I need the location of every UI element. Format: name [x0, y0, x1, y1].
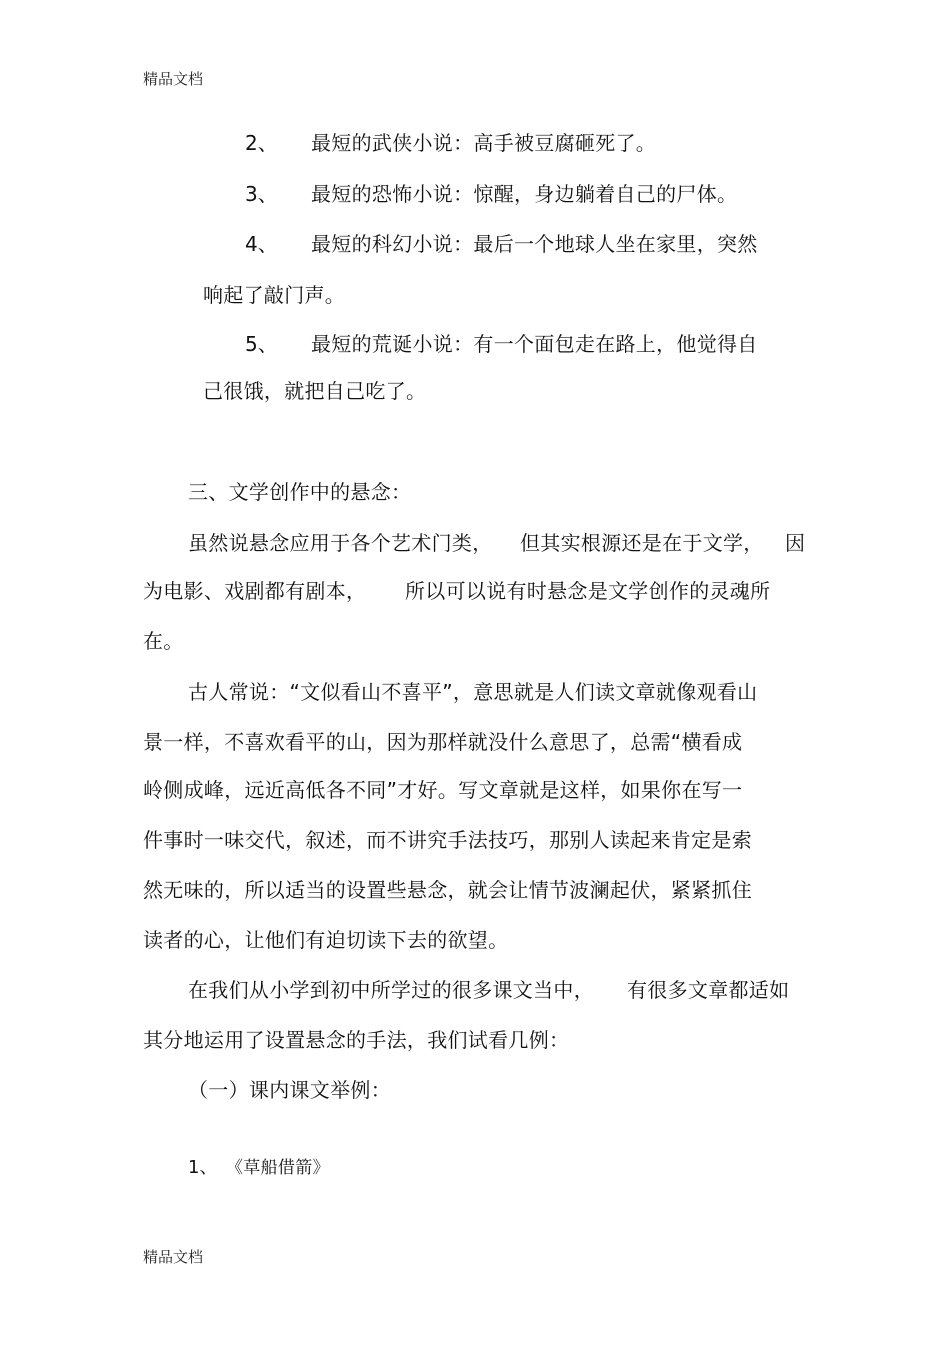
paragraph-line: 所以可以说有时悬念是文学创作的灵魂所	[405, 579, 771, 603]
example-number: 1、	[188, 1157, 218, 1178]
paragraph-line: 虽然说悬念应用于各个艺术门类，	[188, 531, 493, 555]
example-title: 《草船借箭》	[226, 1158, 330, 1178]
list-item-number: 5、	[245, 332, 278, 356]
list-item-number: 3、	[245, 182, 278, 206]
paragraph-line: 有很多文章都适如	[627, 978, 790, 1002]
paragraph-line: 景一样，不喜欢看平的山，因为那样就没什么意思了，总需“横看成	[143, 730, 743, 754]
list-item-text: 最短的荒诞小说：有一个面包走在路上，他觉得自	[311, 332, 758, 356]
list-item-number: 4、	[245, 232, 278, 256]
list-item-text: 最短的科幻小说：最后一个地球人坐在家里，突然	[311, 232, 758, 256]
subheading: （一）课内课文举例：	[188, 1078, 391, 1102]
paragraph-line: 在。	[143, 629, 184, 653]
paragraph-line: 读者的心，让他们有迫切读下去的欲望。	[143, 928, 509, 952]
paragraph-line: 为电影、戏剧都有剧本，	[143, 579, 367, 603]
paragraph-line: 岭侧成峰，远近高低各不同”才好。写文章就是这样，如果你在写一	[143, 778, 743, 802]
list-item-number: 2、	[245, 131, 278, 155]
paragraph-line: 件事时一味交代，叙述，而不讲究手法技巧，那别人读起来肯定是索	[143, 828, 752, 852]
list-item-text: 最短的恐怖小说：惊醒，身边躺着自己的尸体。	[311, 182, 738, 206]
list-item-text: 最短的武侠小说：高手被豆腐砸死了。	[311, 131, 657, 155]
paragraph-line: 因	[785, 531, 806, 555]
paragraph-line: 在我们从小学到初中所学过的很多课文当中，	[188, 978, 594, 1002]
paragraph-line: 其分地运用了设置悬念的手法，我们试看几例：	[143, 1028, 570, 1052]
page-footer: 精品文档	[143, 1248, 204, 1266]
paragraph-line: 古人常说：“文似看山不喜平”，意思就是人们读文章就像观看山	[188, 680, 758, 704]
list-item-text-continued: 己很饿，就把自己吃了。	[203, 379, 427, 403]
paragraph-line: 然无味的，所以适当的设置些悬念，就会让情节波澜起伏，紧紧抓住	[143, 878, 752, 902]
paragraph-line: 但其实根源还是在于文学，	[520, 531, 764, 555]
section-heading: 三、文学创作中的悬念：	[188, 480, 412, 504]
page-header: 精品文档	[143, 70, 204, 88]
list-item-text-continued: 响起了敲门声。	[203, 283, 346, 307]
